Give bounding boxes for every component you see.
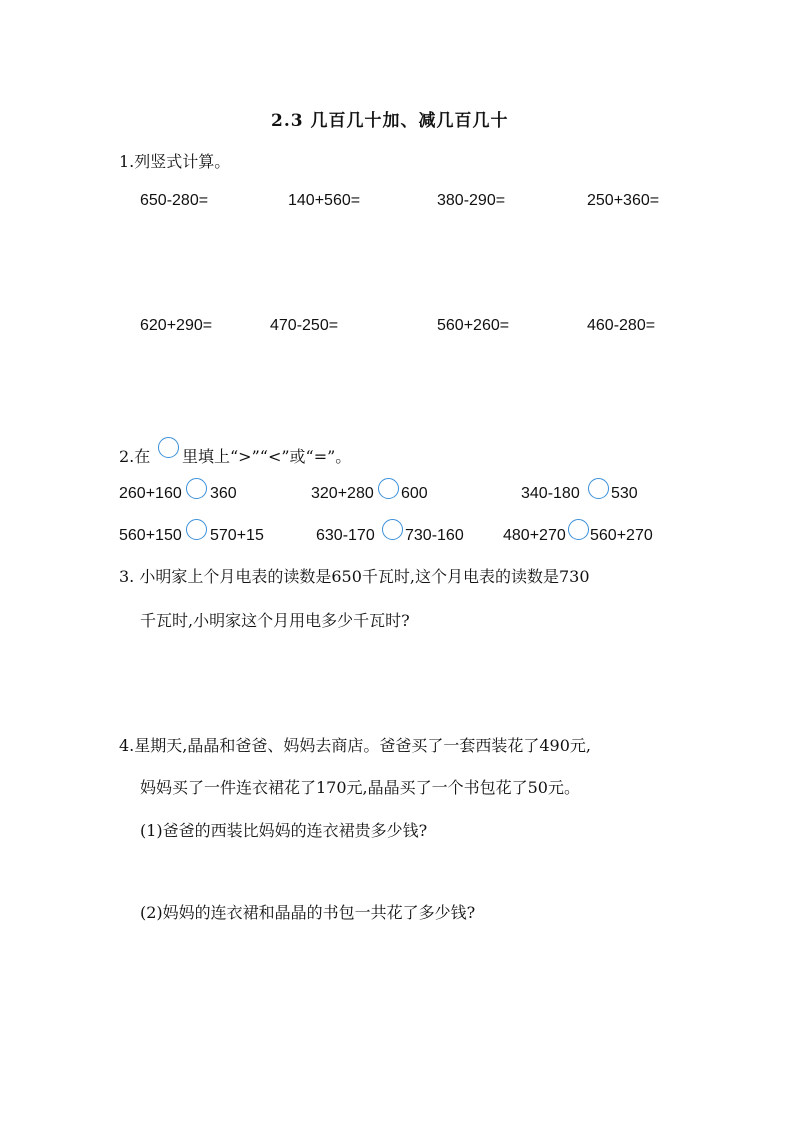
- calc-item: 460-280=: [587, 317, 656, 334]
- compare-right: 730-160: [405, 527, 464, 544]
- calc-item: 560+260=: [437, 317, 510, 334]
- compare-circle[interactable]: [186, 478, 207, 499]
- compare-right: 600: [401, 485, 428, 502]
- compare-right: 570+15: [210, 527, 264, 544]
- question-4-line-1: 4.星期天,晶晶和爸爸、妈妈去商店。爸爸买了一套西装花了490元,: [119, 736, 591, 755]
- calc-item: 140+560=: [288, 192, 361, 209]
- question-4-sub-1: (1)爸爸的西装比妈妈的连衣裙贵多少钱?: [140, 821, 428, 840]
- calc-item: 650-280=: [140, 192, 209, 209]
- compare-left: 260+160: [119, 485, 182, 502]
- compare-circle[interactable]: [378, 478, 399, 499]
- compare-left: 630-170: [316, 527, 375, 544]
- question-2-suffix: 里填上“>”“<”或“=”。: [182, 447, 352, 466]
- compare-left: 340-180: [521, 485, 580, 502]
- compare-left: 320+280: [311, 485, 374, 502]
- calc-item: 380-290=: [437, 192, 506, 209]
- compare-circle[interactable]: [186, 519, 207, 540]
- question-3-line-1: 3. 小明家上个月电表的读数是650千瓦时,这个月电表的读数是730: [119, 567, 590, 586]
- page-title: 2.3 几百几十加、减几百几十: [271, 111, 509, 131]
- compare-right: 560+270: [590, 527, 653, 544]
- compare-circle-example: [158, 437, 179, 458]
- question-4-line-2: 妈妈买了一件连衣裙花了170元,晶晶买了一个书包花了50元。: [140, 778, 580, 797]
- question-2-prefix: 2.在: [119, 447, 151, 466]
- compare-left: 480+270: [503, 527, 566, 544]
- compare-left: 560+150: [119, 527, 182, 544]
- compare-right: 360: [210, 485, 237, 502]
- question-1-label: 1.列竖式计算。: [119, 152, 231, 171]
- calc-item: 470-250=: [270, 317, 339, 334]
- compare-right: 530: [611, 485, 638, 502]
- calc-item: 250+360=: [587, 192, 660, 209]
- question-3-line-2: 千瓦时,小明家这个月用电多少千瓦时?: [140, 611, 410, 630]
- compare-circle[interactable]: [568, 519, 589, 540]
- calc-item: 620+290=: [140, 317, 213, 334]
- compare-circle[interactable]: [382, 519, 403, 540]
- question-4-sub-2: (2)妈妈的连衣裙和晶晶的书包一共花了多少钱?: [140, 903, 476, 922]
- compare-circle[interactable]: [588, 478, 609, 499]
